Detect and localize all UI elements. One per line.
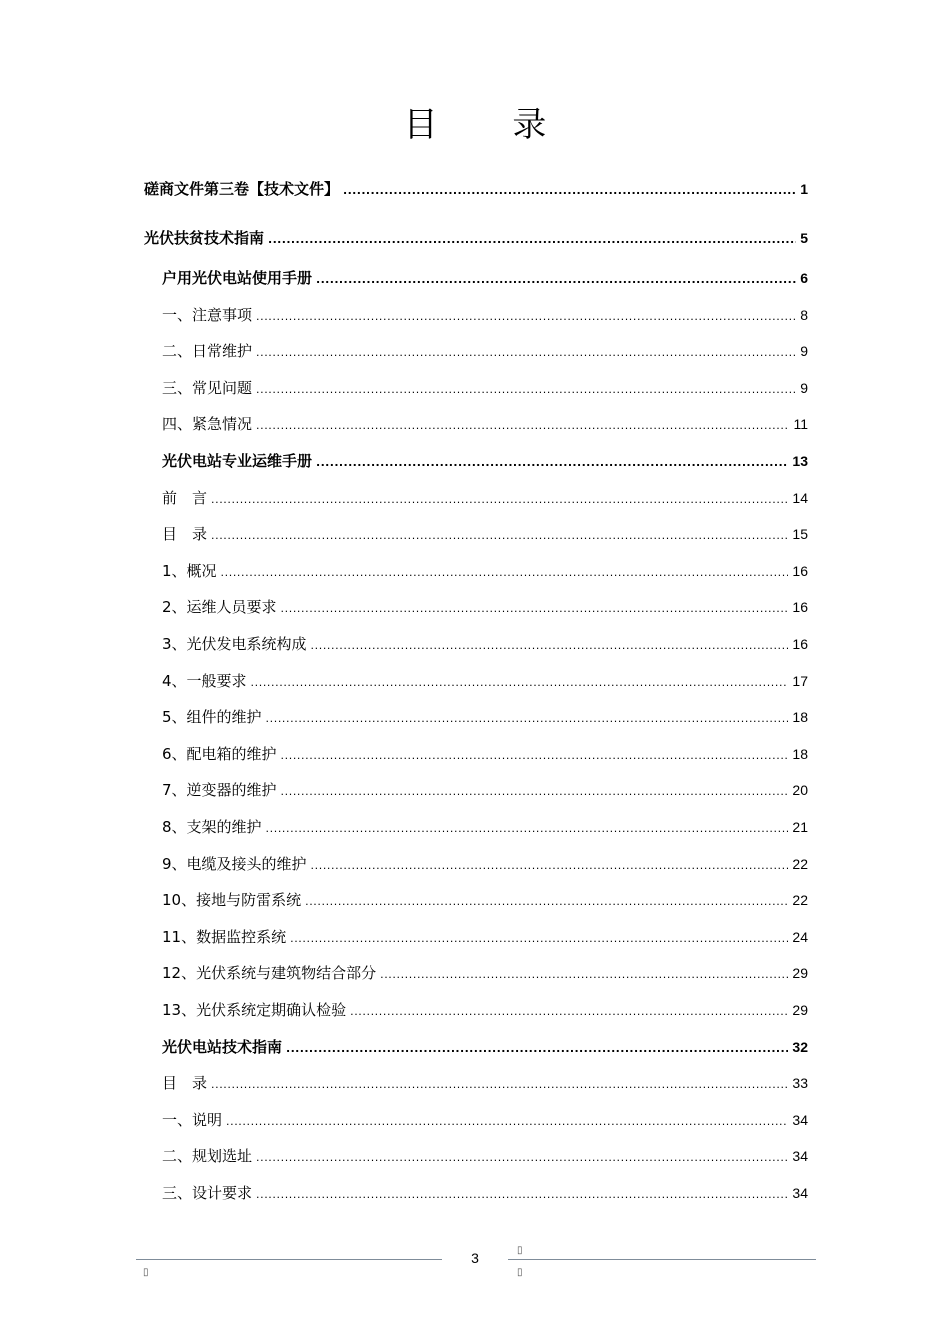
toc-entry[interactable] — [162, 1072, 808, 1094]
toc-dot-leader — [211, 489, 788, 511]
toc-entry-page: 14 — [792, 489, 808, 506]
toc-entry-page: 18 — [792, 745, 808, 762]
toc-entry-page: 21 — [792, 819, 808, 835]
toc-entry-page: 20 — [792, 782, 808, 799]
toc-entry-page: 22 — [792, 892, 808, 909]
toc-entry-label: 光伏电站技术指南 — [162, 1037, 283, 1056]
toc-entry-page: 15 — [792, 526, 808, 543]
toc-entry-label: 光伏扶贫技术指南 — [144, 229, 265, 247]
toc-dot-leader — [256, 415, 789, 437]
toc-entry-label: 目 录 — [162, 525, 208, 544]
toc-dot-leader — [343, 180, 796, 202]
page-number: 3 — [471, 1250, 479, 1266]
toc-entry-label: 二、日常维护 — [162, 342, 253, 361]
toc-entry[interactable] — [162, 1182, 808, 1204]
toc-entry[interactable] — [162, 377, 808, 399]
toc-entry-label: 8、支架的维护 — [162, 818, 262, 836]
toc-entry[interactable] — [162, 962, 808, 984]
toc-entry-page: 34 — [792, 1185, 808, 1201]
toc-entry-label: 9、电缆及接头的维护 — [162, 854, 307, 873]
toc-entry[interactable] — [162, 633, 808, 655]
toc-entry[interactable] — [162, 596, 808, 618]
toc-dot-leader — [221, 562, 789, 584]
toc-dot-leader — [311, 855, 789, 877]
toc-dot-leader — [251, 672, 789, 694]
toc-dot-leader — [281, 745, 789, 767]
toc-entry-page: 17 — [792, 672, 808, 689]
toc-entry-label: 磋商文件第三卷【技术文件】 — [144, 180, 340, 198]
toc-entry-page: 5 — [800, 230, 808, 246]
toc-entry-label: 12、光伏系统与建筑物结合部分 — [162, 964, 377, 983]
toc-entry[interactable] — [162, 1145, 808, 1167]
footer-marker-left: ▯ — [143, 1267, 149, 1278]
toc-entry[interactable] — [162, 560, 808, 582]
toc-entry[interactable] — [162, 816, 808, 838]
toc-entry-label: 目 录 — [162, 1074, 208, 1093]
toc-entry-page: 9 — [800, 343, 808, 360]
toc-entry-label: 6、配电箱的维护 — [162, 744, 277, 763]
toc-dot-leader — [211, 1074, 788, 1096]
toc-entry-page: 24 — [792, 928, 808, 945]
toc-entry-label: 11、数据监控系统 — [162, 927, 287, 946]
toc-entry-label: 5、组件的维护 — [162, 708, 262, 727]
toc-entry[interactable] — [162, 999, 808, 1021]
toc-dot-leader — [226, 1111, 788, 1133]
toc-entry-page: 29 — [792, 1002, 808, 1018]
toc-dot-leader — [350, 1001, 788, 1023]
toc-dot-leader — [311, 635, 789, 657]
footer-rule-left — [136, 1259, 442, 1260]
toc-entry[interactable] — [162, 450, 808, 472]
toc-entry-label: 7、逆变器的维护 — [162, 781, 277, 800]
toc-entry-page: 33 — [792, 1075, 808, 1092]
toc-dot-leader — [380, 964, 788, 986]
toc-entry[interactable] — [162, 853, 808, 875]
footer-rule-right — [508, 1259, 816, 1260]
page-title: 目 录 — [403, 105, 579, 145]
toc-entry[interactable] — [162, 1109, 808, 1131]
toc-entry[interactable] — [162, 413, 808, 435]
toc-dot-leader — [281, 781, 789, 803]
toc-dot-leader — [256, 342, 796, 364]
toc-entry[interactable] — [162, 267, 808, 289]
toc-dot-leader — [305, 891, 788, 913]
toc-entry-label: 2、运维人员要求 — [162, 598, 277, 617]
toc-entry[interactable] — [162, 487, 808, 509]
toc-entry-label: 前 言 — [162, 488, 208, 507]
toc-entry-label: 3、光伏发电系统构成 — [162, 635, 307, 653]
toc-dot-leader — [316, 269, 796, 291]
footer-marker-right-bottom: ▯ — [517, 1267, 523, 1278]
toc-entry[interactable] — [162, 304, 808, 326]
toc-entry-label: 1、概况 — [162, 561, 217, 580]
toc-entry-page: 34 — [792, 1148, 808, 1165]
footer-marker-right-top: ▯ — [517, 1245, 523, 1256]
toc-dot-leader — [316, 452, 788, 474]
toc-entry[interactable] — [144, 227, 808, 249]
toc-entry[interactable] — [162, 926, 808, 948]
toc-entry[interactable] — [162, 889, 808, 911]
toc-entry-page: 22 — [792, 855, 808, 872]
toc-dot-leader — [256, 1184, 788, 1206]
toc-dot-leader — [281, 598, 789, 620]
toc-entry-page: 32 — [792, 1038, 808, 1055]
toc-dot-leader — [268, 229, 796, 251]
toc-entry[interactable] — [162, 1036, 808, 1058]
toc-entry[interactable] — [162, 670, 808, 692]
toc-entry-label: 10、接地与防雷系统 — [162, 891, 302, 910]
toc-dot-leader — [256, 1147, 788, 1169]
toc-entry-label: 13、光伏系统定期确认检验 — [162, 1001, 347, 1019]
toc-entry-label: 户用光伏电站使用手册 — [162, 269, 313, 287]
toc-entry-page: 16 — [792, 636, 808, 652]
toc-entry-page: 29 — [792, 965, 808, 982]
toc-dot-leader — [211, 525, 788, 547]
toc-entry-label: 4、一般要求 — [162, 671, 247, 690]
toc-dot-leader — [266, 818, 789, 840]
toc-entry-page: 18 — [792, 709, 808, 726]
toc-entry-page: 16 — [792, 562, 808, 579]
toc-entry-page: 11 — [793, 416, 808, 433]
toc-entry[interactable] — [162, 743, 808, 765]
toc-entry-page: 1 — [800, 181, 808, 197]
toc-entry[interactable] — [144, 178, 808, 200]
toc-entry-label: 光伏电站专业运维手册 — [162, 452, 313, 470]
toc-dot-leader — [256, 379, 796, 401]
toc-entry-label: 三、设计要求 — [162, 1184, 253, 1202]
toc-entry-label: 一、说明 — [162, 1110, 223, 1129]
toc-dot-leader — [266, 708, 789, 730]
toc-dot-leader — [290, 928, 788, 950]
toc-entry-page: 34 — [792, 1111, 808, 1128]
toc-entry-page: 13 — [792, 453, 808, 469]
toc-entry-label: 一、注意事项 — [162, 305, 253, 324]
toc-entry-label: 二、规划选址 — [162, 1147, 253, 1166]
toc-entry-label: 四、紧急情况 — [162, 415, 253, 434]
toc-entry[interactable] — [162, 779, 808, 801]
toc-entry-page: 8 — [800, 306, 808, 323]
toc-entry[interactable] — [162, 706, 808, 728]
toc-entry-page: 6 — [800, 270, 808, 286]
toc-dot-leader — [256, 306, 796, 328]
toc-entry-label: 三、常见问题 — [162, 378, 253, 397]
toc-entry[interactable] — [162, 340, 808, 362]
toc-entry[interactable] — [162, 523, 808, 545]
toc-entry-page: 16 — [792, 599, 808, 616]
toc-dot-leader — [286, 1038, 788, 1060]
toc-entry-page: 9 — [800, 379, 808, 396]
